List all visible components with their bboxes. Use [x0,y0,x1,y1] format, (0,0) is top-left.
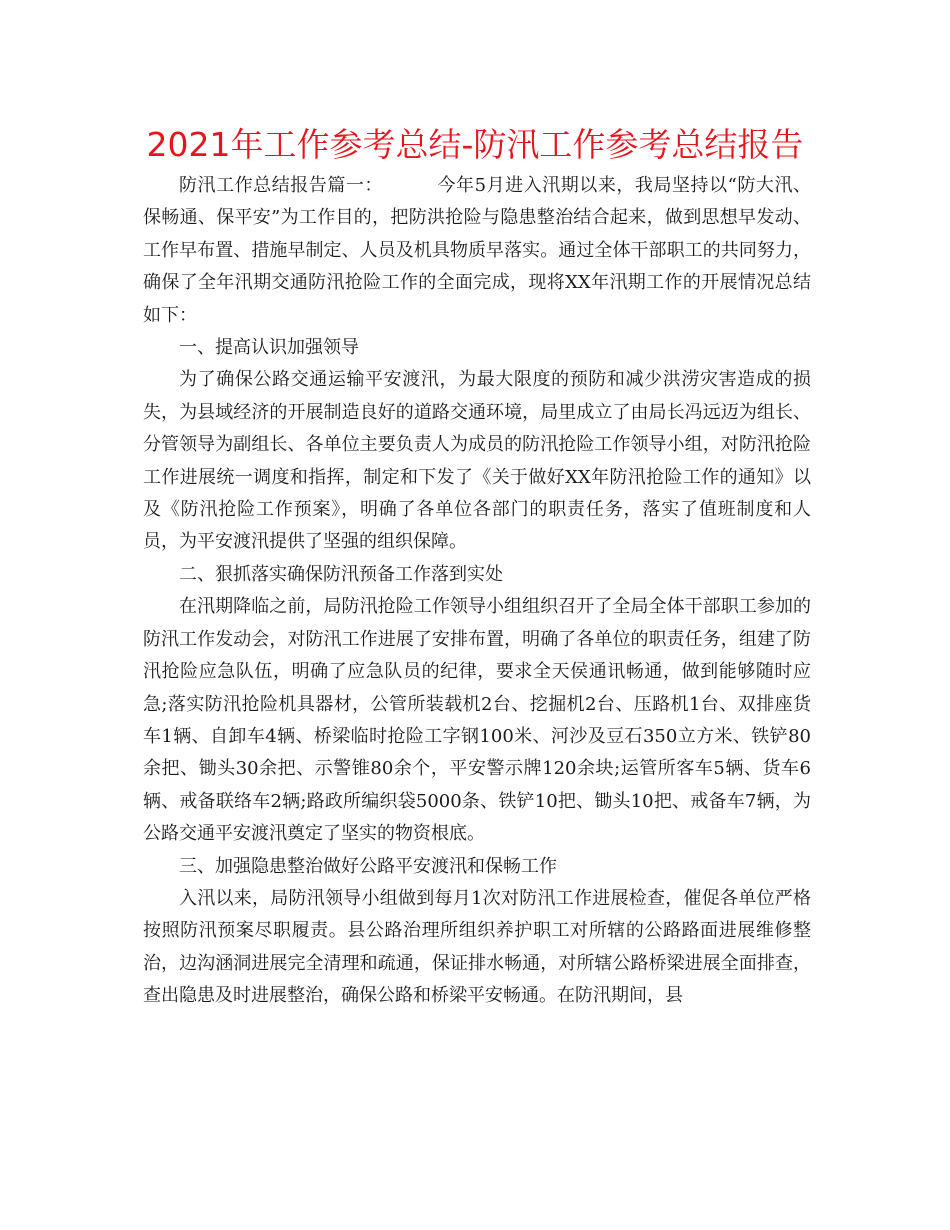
intro-label: 防汛工作总结报告篇一： [179,175,383,196]
section1-paragraph: 为了确保公路交通运输平安渡汛，为最大限度的预防和减少洪涝灾害造成的损失，为县域经济的开展制造良好的道路交通环境，局里成立了由局长冯远迈为组长、分管领导为副组长、各单位主要负责人为成员的防汛抢险工作领导小组，对防汛抢险工作进展统一调度和指挥，制定和下发了《关于做好XX年防汛抢险工作的通知》以及《防汛抢险工作预案》，明确了各单位各部门的职责任务，落实了值班制度和人员，为平安渡汛提供了坚强的组织保障。 [143,369,811,553]
section3-paragraph: 入汛以来，局防汛领导小组做到每月1次对防汛工作进展检查，催促各单位严格按照防汛预案尽职履责。县公路治理所组织养护职工对所辖的公路路面进展维修整治，边沟涵洞进展完全清理和疏通，保证排水畅通，对所辖公路桥梁进展全面排查，查出隐患及时进展整治，确保公路和桥梁平安畅通。在防汛期间，县 [143,887,811,1007]
section2-heading: 二、狠抓落实确保防汛预备工作落到实处 [179,563,503,585]
document-title: 2021年工作参考总结-防汛工作参考总结报告 [146,125,804,164]
intro-text: 今年5月进入汛期以来，我局坚持以“防大汛、保畅通、保平安”为工作目的，把防洪抢险与隐患整治结合起来，做到思想早发动、工作早布置、措施早制定、人员及机具物质早落实。通过全体干部职工的共同努力，确保了全年汛期交通防汛抢险工作的全面完成，现将XX年汛期工作的开展情况总结如下： [143,175,812,326]
section1-heading: 一、提高认识加强领导 [179,337,359,359]
section2-paragraph: 在汛期降临之前，局防汛抢险工作领导小组组织召开了全局全体干部职工参加的防汛工作发动会，对防汛工作进展了安排布置，明确了各单位的职责任务，组建了防汛抢险应急队伍，明确了应急队员的纪律，要求全天侯通讯畅通，做到能够随时应急;落实防汛抢险机具器材，公管所装载机2台、挖掘机2台、压路机1台、双排座货车1辆、自卸车4辆、桥梁临时抢险工字钢100米、河沙及豆石350立方米、铁铲80余把、锄头30余把、示警锥80余个，平安警示牌120余块;运管所客车5辆、货车6辆、戒备联络车2辆;路政所编织袋5000条、铁铲10把、锄头10把、戒备车7辆，为公路交通平安渡汛奠定了坚实的物资根底。 [143,596,811,845]
intro-paragraph [143,170,811,332]
section3-heading: 三、加强隐患整治做好公路平安渡汛和保畅工作 [179,855,557,877]
document-body [143,170,811,1013]
